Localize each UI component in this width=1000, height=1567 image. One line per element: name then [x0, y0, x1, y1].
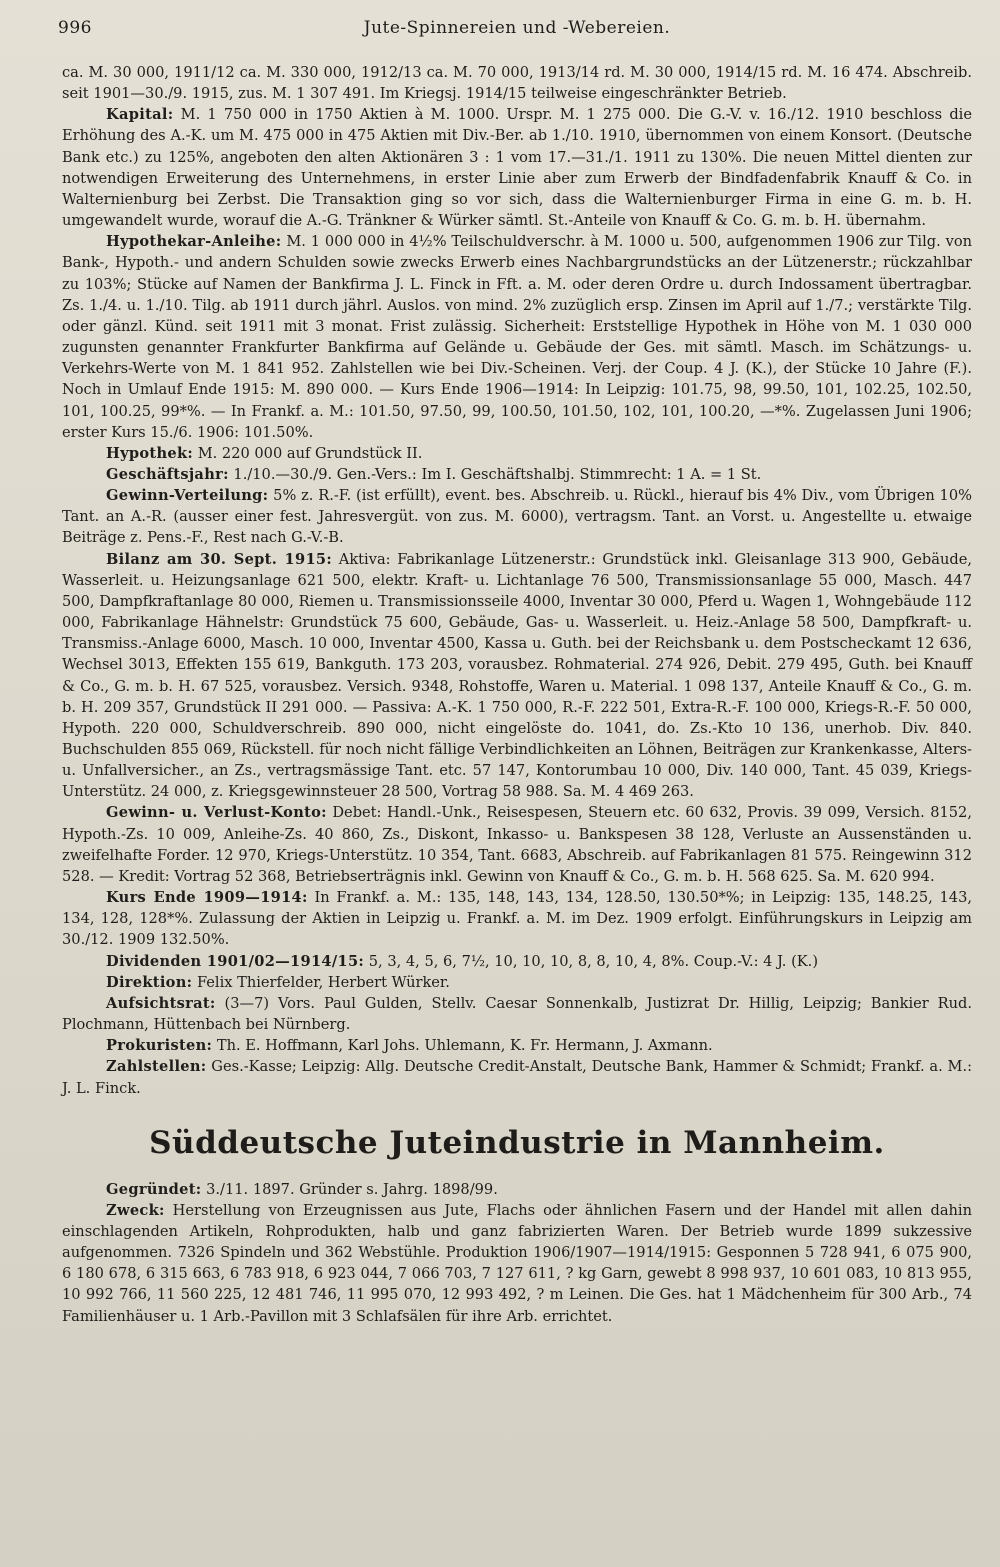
section-kurs-ende [62, 887, 972, 950]
section-gegruendet [62, 1179, 972, 1200]
section-hypothekar-anleihe [62, 231, 972, 443]
entry-sueddeutsche-juteindustrie [62, 1179, 972, 1327]
running-title: Jute-Spinnereien und -Webereien. [363, 18, 671, 38]
section-label: Hypothekar-Anleihe: [106, 233, 282, 251]
section-gewinn-verlust-konto [62, 802, 972, 887]
section-label: Zahlstellen: [106, 1058, 207, 1076]
page-number: 996 [58, 18, 92, 38]
section-zweck [62, 1200, 972, 1327]
section-label: Direktion: [106, 973, 193, 991]
running-header [58, 18, 972, 62]
section-text: Th. E. Hoffmann, Karl Johs. Uhlemann, K. Fr. Hermann, J. Axmann. [216, 1037, 713, 1055]
section-label: Gegründet: [106, 1180, 202, 1198]
section-label: Prokuristen: [106, 1037, 213, 1055]
section-label: Aufsichtsrat: [106, 994, 216, 1012]
section-text: Aktiva: Fabrikanlage Lützenerstr.: Grundstück inkl. Gleisanlage 313 900, Gebäude, Wasserleit. u. Heizungsanlage 621 500, elektr. Kraft- u. Lichtanlage 76 500, Transmissionsanlage 55 000, Masch. 447 500, Dampfkraftanlage 80 000, Riemen u. Transmissionsseile 4000, Inventar 30 000, Pferd u. Wagen 1, Wohngebäude 112 000, Fabrikanlage Hähnelstr: Grundstück 75 600, Gebäude, Gas- u. Wasserleit. u. Heiz.-Anlage 58 500, Dampfkraft- u. Transmiss.-Anlage 6000, Masch. 10 000, Inventar 4500, Kassa u. Guth. bei der Reichsbank u. dem Postscheckamt 12 636, Wechsel 3013, Effekten 155 619, Bankguth. 173 203, vorausbez. Rohmaterial. 274 926, Debit. 279 495, Guth. bei Knauff & Co., G. m. b. H. 67 525, vorausbez. Versich. 9348, Rohstoffe, Waren u. Material. 1 098 137, Anteile Knauff & Co., G. m. b. H. 209 357, Grundstück II 291 000. — Passiva: A.-K. 1 750 000, R.-F. 222 501, Extra-R.-F. 100 000, Kriegs-R.-F. 50 000, Hypoth. 220 000, Schuldverschreib. 890 000, nicht eingelöste do. 1041, do. Zs.-Kto 10 136, unerhob. Div. 840. Buchschulden 855 069, Rückstell. für noch nicht fällige Verbindlichkeiten an Löhnen, Beiträgen zur Krankenkasse, Alters- u. Unfallversicher., an Zs., vertragsmässige Tant. etc. 57 147, Kontorumbau 10 000, Div. 140 000, Tant. 45 039, Kriegs-Unterstütz. 24 000, z. Kriegsgewinnsteuer 28 500, Vortrag 58 988. Sa. M. 4 469 263. [62, 550, 972, 801]
section-label: Gewinn-Verteilung: [106, 487, 269, 505]
section-label: Hypothek: [106, 444, 194, 462]
section-hypothek [62, 443, 972, 464]
section-text: Ges.-Kasse; Leipzig: Allg. Deutsche Credit-Anstalt, Deutsche Bank, Hammer & Schmidt; Frankf. a. M.: J. L. Finck. [62, 1058, 972, 1097]
section-label: Geschäftsjahr: [106, 465, 229, 483]
section-bilanz [62, 549, 972, 803]
section-label: Zweck: [106, 1201, 165, 1219]
section-text: Felix Thierfelder, Herbert Würker. [196, 973, 450, 991]
section-label: Bilanz am 30. Sept. 1915: [106, 550, 333, 568]
section-text: 5, 3, 4, 5, 6, 7½, 10, 10, 10, 8, 8, 10, 4, 8%. Coup.-V.: 4 J. (K.) [368, 952, 819, 970]
section-text: M. 1 000 000 in 4½% Teilschuldverschr. à M. 1000 u. 500, aufgenommen 1906 zur Tilg. von Bank-, Hypoth.- und andern Schulden sowie zwecks Erwerb eines Nachbargrundstücks an der Lützenerstr.; rückzahlbar zu 103%; Stücke auf Namen der Bankfirma J. L. Finck in Fft. a. M. oder deren Ordre u. durch Indossament übertragbar. Zs. 1./4. u. 1./10. Tilg. ab 1911 durch jährl. Auslos. von mind. 2% zuzüglich ersp. Zinsen im April auf 1./7.; verstärkte Tilg. oder gänzl. Künd. seit 1911 mit 3 monat. Frist zulässig. Sicherheit: Erststellige Hypothek in Höhe von M. 1 030 000 zugunsten genannter Frankfurter Bankfirma auf Gelände u. Gebäude der Ges. mit sämtl. Masch. im Schätzungs- u. Verkehrs-Werte von M. 1 841 952. Zahlstellen wie bei Div.-Scheinen. Verj. der Coup. 4 J. (K.), der Stücke 10 Jahre (F.). Noch in Umlauf Ende 1915: M. 890 000. — Kurs Ende 1906—1914: In Leipzig: 101.75, 98, 99.50, 101, 102.25, 102.50, 101, 100.25, 99*%. — In Frankf. a. M.: 101.50, 97.50, 99, 100.50, 101.50, 102, 101, 100.20, —*%. Zugelassen Juni 1906; erster Kurs 15./6. 1906: 101.50%. [62, 233, 973, 441]
section-aufsichtsrat [62, 993, 972, 1035]
section-label: Gewinn- u. Verlust-Konto: [106, 804, 327, 822]
section-text: 1./10.—30./9. Gen.-Vers.: Im I. Geschäftshalbj. Stimmrecht: 1 A. = 1 St. [233, 465, 762, 483]
section-text: M. 1 750 000 in 1750 Aktien à M. 1000. Urspr. M. 1 275 000. Die G.-V. v. 16./12. 1910 beschloss die Erhöhung des A.-K. um M. 475 000 in 475 Aktien mit Div.-Ber. ab 1./10. 1910, übernommen von einem Konsort. (Deutsche Bank etc.) zu 125%, angeboten den alten Aktionären 3 : 1 vom 17.—31./1. 1911 zu 130%. Die neuen Mittel dienten zur notwendigen Erweiterung des Unternehmens, in erster Linie aber zum Erwerb der Bindfadenfabrik Knauff & Co. in Walternienburg bei Zerbst. Die Transaktion ging so vor sich, dass die Walternienburger Firma in eine G. m. b. H. umgewandelt wurde, worauf die A.-G. Tränkner & Würker sämtl. St.-Anteile von Knauff & Co. G. m. b. H. übernahm. [62, 106, 972, 230]
section-label: Kurs Ende 1909—1914: [106, 889, 308, 907]
section-text: Herstellung von Erzeugnissen aus Jute, Flachs oder ähnlichen Fasern und der Handel mit allen dahin einschlagenden Artikeln, Rohprodukten, halb und ganz fabrizierten Waren. Der Betrieb wurde 1899 sukzessive aufgenommen. 7326 Spindeln und 362 Webstühle. Produktion 1906/1907—1914/1915: Gesponnen 5 728 941, 6 075 900, 6 180 678, 6 315 663, 6 783 918, 6 923 044, 7 066 703, 7 127 611, ? kg Garn, gewebt 8 998 937, 10 601 083, 10 813 955, 10 992 766, 11 560 225, 12 481 746, 11 995 070, 12 993 492, ? m Leinen. Die Ges. hat 1 Mädchenheim für 300 Arb., 74 Familienhäuser u. 1 Arb.-Pavillon mit 3 Schlafsälen für ihre Arb. errichtet. [62, 1201, 972, 1325]
section-direktion [62, 972, 972, 993]
section-dividenden [62, 951, 972, 972]
section-text: 3./11. 1897. Gründer s. Jahrg. 1898/99. [206, 1180, 498, 1198]
section-label: Kapital: [106, 106, 174, 124]
entry-traenkner-wuerker [62, 62, 972, 1099]
section-geschaeftsjahr [62, 464, 972, 485]
section-label: Dividenden 1901/02—1914/15: [106, 952, 365, 970]
section-text: Debet: Handl.-Unk., Reisespesen, Steuern etc. 60 632, Provis. 39 099, Versich. 8152, Hypoth.-Zs. 10 009, Anleihe-Zs. 40 860, Zs., Diskont, Inkasso- u. Bankspesen 38 128, Verluste an Aussenständen u. zweifelhafte Forder. 12 970, Kriegs-Unterstütz. 10 354, Tant. 6683, Abschreib. auf Fabrikanlagen 81 575. Reingewinn 312 528. — Kredit: Vortrag 52 368, Betriebserträgnis inkl. Gewinn von Knauff & Co., G. m. b. H. 568 625. Sa. M. 620 994. [62, 804, 972, 885]
section-text: M. 220 000 auf Grundstück II. [197, 444, 423, 462]
company-heading: Süddeutsche Juteindustrie in Mannheim. [149, 1124, 885, 1161]
section-kapital [62, 104, 972, 231]
section-gewinn-verteilung [62, 485, 972, 548]
section-prokuristen [62, 1035, 972, 1056]
section-text: (3—7) Vors. Paul Gulden, Stellv. Caesar Sonnenkalb, Justizrat Dr. Hillig, Leipzig; Bankier Rud. Plochmann, Hüttenbach bei Nürnberg. [62, 994, 972, 1034]
section-text: In Frankf. a. M.: 135, 148, 143, 134, 128.50, 130.50*%; in Leipzig: 135, 148.25, 143, 134, 128, 128*%. Zulassung der Aktien in Leipzig u. Frankf. a. M. im Dez. 1909 erfolgt. Einführungskurs in Leipzig am 30./12. 1909 132.50%. [62, 889, 973, 949]
section-text: 5% z. R.-F. (ist erfüllt), event. bes. Abschreib. u. Rückl., hierauf bis 4% Div., vom Übrigen 10% Tant. an A.-R. (ausser einer fest. Jahresvergüt. von zus. M. 6000), vertragsm. Tant. an Vorst. u. Angestellte u. etwaige Beiträge z. Pens.-F., Rest nach G.-V.-B. [62, 487, 972, 547]
entry-intro: ca. M. 30 000, 1911/12 ca. M. 330 000, 1912/13 ca. M. 70 000, 1913/14 rd. M. 30 000, 1914/15 rd. M. 16 474. Abschreib. seit 1901—30./9. 1915, zus. M. 1 307 491. Im Kriegsj. 1914/15 teilweise eingeschränkter Betrieb. [62, 64, 972, 103]
section-zahlstellen [62, 1056, 972, 1098]
